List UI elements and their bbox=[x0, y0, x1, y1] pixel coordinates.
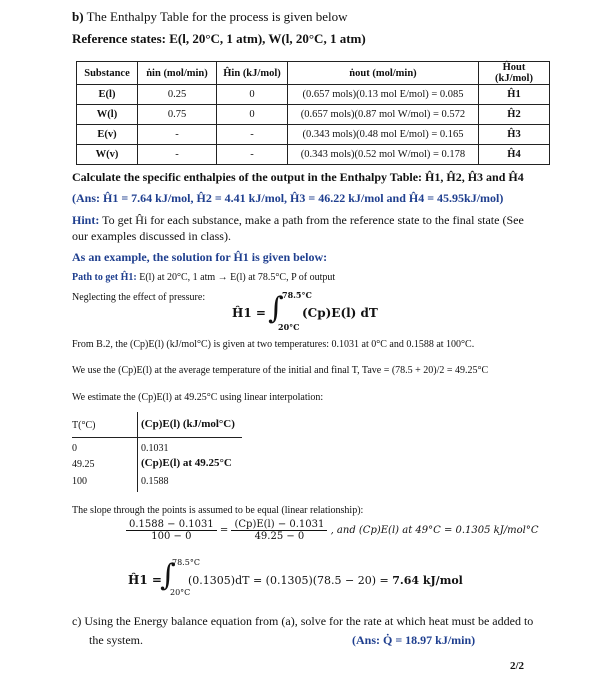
table-cell: (0.657 mols)(0.87 mol W/mol) = 0.572 bbox=[288, 105, 479, 125]
table-cell: Ĥ3 bbox=[479, 125, 550, 145]
table-row bbox=[77, 105, 550, 125]
reference-states-value: E(l, 20°C, 1 atm), W(l, 20°C, 1 atm) bbox=[169, 31, 366, 46]
eq1-body: (Cp)E(l) dT bbox=[302, 306, 378, 320]
partc-label: c) bbox=[72, 614, 82, 628]
table-cell: - bbox=[217, 145, 288, 165]
table-cell: - bbox=[217, 125, 288, 145]
interp-cell: 0.1588 bbox=[141, 476, 169, 487]
interp-cell: 0 bbox=[72, 443, 77, 454]
estimate-text: We estimate the (Cp)E(l) at 49.25°C using linear interpolation: bbox=[72, 392, 324, 403]
partc-line2: the system. bbox=[89, 633, 143, 647]
hint bbox=[72, 213, 524, 228]
partc-answer: (Ans: Q̇ = 18.97 kJ/min) bbox=[352, 633, 476, 647]
table-cell: - bbox=[138, 145, 217, 165]
reference-states-label: Reference states: bbox=[72, 31, 166, 46]
interp-cell: 0.1031 bbox=[141, 443, 169, 454]
table-cell: 0 bbox=[217, 105, 288, 125]
eq1-lower: 20°C bbox=[278, 322, 300, 332]
table-row bbox=[77, 145, 550, 165]
hint-label: Hint: bbox=[72, 213, 100, 227]
table-cell: (0.343 mols)(0.52 mol W/mol) = 0.178 bbox=[288, 145, 479, 165]
interp-col1-header: T(°C) bbox=[72, 420, 96, 431]
partc-line1 bbox=[72, 614, 533, 629]
hint-line1: To get Ĥi for each substance, make a path from the reference state to the final state (See bbox=[102, 213, 524, 227]
col-header: ṅout (mol/min) bbox=[288, 62, 479, 85]
example-title: As an example, the solution for Ĥ1 is given below: bbox=[72, 250, 328, 264]
integral-sign: ∫ bbox=[268, 291, 284, 326]
fraction-2-num: (Cp)E(l) − 0.1031 bbox=[231, 519, 327, 531]
interp-col2-header: (Cp)E(l) (kJ/mol°C) bbox=[141, 418, 235, 430]
fraction-1-den: 100 − 0 bbox=[151, 531, 192, 542]
table-cell: Ĥ1 bbox=[479, 85, 550, 105]
interp-cell: (Cp)E(l) at 49.25°C bbox=[141, 457, 232, 469]
fraction-1 bbox=[126, 519, 217, 542]
final-lower: 20°C bbox=[170, 588, 191, 597]
final-lhs: Ĥ1 = bbox=[128, 573, 162, 587]
table-cell: E(v) bbox=[77, 125, 138, 145]
path-text: E(l) at 20°C, 1 atm → E(l) at 78.5°C, P of output bbox=[139, 272, 336, 283]
table-cell: - bbox=[138, 125, 217, 145]
eq1-upper: 78.5°C bbox=[282, 290, 312, 300]
interp-header-rule bbox=[72, 437, 242, 438]
path-label: Path to get Ĥ1: bbox=[72, 272, 137, 283]
section-heading bbox=[72, 9, 348, 25]
table-cell: 0.75 bbox=[138, 105, 217, 125]
col-header: Substance bbox=[77, 62, 138, 85]
table-cell: (0.343 mols)(0.48 mol E/mol) = 0.165 bbox=[288, 125, 479, 145]
partc-text: Using the Energy balance equation from (a), solve for the rate at which heat must be added to bbox=[84, 614, 534, 628]
final-result: 7.64 kJ/mol bbox=[392, 574, 463, 587]
calc-instruction: Calculate the specific enthalpies of the output in the Enthalpy Table: Ĥ1, Ĥ2, Ĥ3 and Ĥ4 bbox=[72, 170, 524, 184]
interp-col-rule bbox=[137, 412, 138, 492]
weuse-text: We use the (Cp)E(l) at the average temperature of the initial and final T, Tave = (78.5 + 20)/2 = 49.25°C bbox=[72, 365, 489, 376]
fraction-2 bbox=[231, 519, 327, 542]
calc-answer: (Ans: Ĥ1 = 7.64 kJ/mol, Ĥ2 = 4.41 kJ/mol, Ĥ3 = 46.22 kJ/mol and Ĥ4 = 45.95kJ/mol) bbox=[72, 191, 504, 205]
table-row bbox=[77, 125, 550, 145]
table-cell: 0 bbox=[217, 85, 288, 105]
slope-text: The slope through the points is assumed to be equal (linear relationship): bbox=[72, 505, 364, 516]
equals-sign: = bbox=[219, 525, 229, 536]
reference-states bbox=[72, 31, 366, 47]
final-upper: 78.5°C bbox=[172, 558, 200, 567]
table-cell: Ĥ4 bbox=[479, 145, 550, 165]
final-body bbox=[188, 574, 463, 587]
fraction-1-num: 0.1588 − 0.1031 bbox=[126, 519, 217, 531]
table-row bbox=[77, 85, 550, 105]
final-body-text: (0.1305)dT = (0.1305)(78.5 − 20) = bbox=[188, 574, 393, 587]
part-label: b) bbox=[72, 9, 84, 24]
enthalpy-table bbox=[76, 61, 550, 165]
hint-line2: our examples discussed in class). bbox=[72, 229, 231, 243]
fromB2-text: From B.2, the (Cp)E(l) (kJ/mol°C) is given at two temperatures: 0.1031 at 0°C and 0.1588 at 100°C. bbox=[72, 339, 475, 350]
slope-equation bbox=[126, 519, 538, 542]
heading-text: The Enthalpy Table for the process is given below bbox=[86, 9, 348, 24]
path bbox=[72, 272, 335, 283]
col-header: Ĥin (kJ/mol) bbox=[217, 62, 288, 85]
col-header: Ĥout (kJ/mol) bbox=[479, 62, 550, 85]
slope-result: , and (Cp)E(l) at 49°C = 0.1305 kJ/mol°C bbox=[330, 525, 539, 536]
integral-sign: ∫ bbox=[160, 558, 176, 593]
page-number: 2/2 bbox=[510, 660, 525, 672]
table-header-row bbox=[77, 62, 550, 85]
interp-cell: 100 bbox=[72, 476, 87, 487]
neglect-text: Neglecting the effect of pressure: bbox=[72, 292, 206, 303]
table-cell: (0.657 mols)(0.13 mol E/mol) = 0.085 bbox=[288, 85, 479, 105]
fraction-2-den: 49.25 − 0 bbox=[254, 531, 305, 542]
table-cell: W(v) bbox=[77, 145, 138, 165]
eq1-lhs: Ĥ1 = bbox=[232, 306, 266, 320]
table-cell: E(l) bbox=[77, 85, 138, 105]
interp-cell: 49.25 bbox=[72, 459, 95, 470]
table-cell: W(l) bbox=[77, 105, 138, 125]
table-cell: Ĥ2 bbox=[479, 105, 550, 125]
col-header: ṅin (mol/min) bbox=[138, 62, 217, 85]
table-cell: 0.25 bbox=[138, 85, 217, 105]
